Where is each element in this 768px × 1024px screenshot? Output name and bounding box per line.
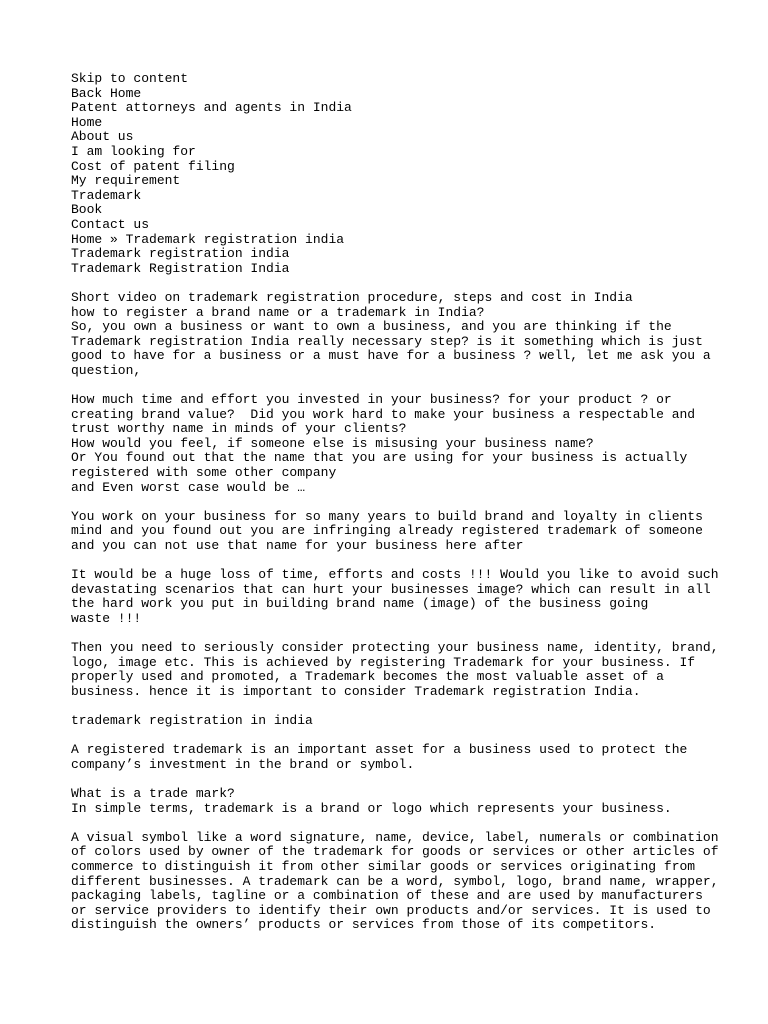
paragraph-line: of colors used by owner of the trademark for goods or services or other articles of: [71, 844, 719, 860]
menu-item-my-requirement[interactable]: My requirement: [71, 173, 181, 189]
paragraph-asset: [71, 743, 711, 772]
paragraph-line: or service providers to identify their own products and/or services. It is used to: [71, 902, 711, 918]
paragraph-line: good to have for a business or a must have for a business ? well, let me ask you a: [71, 348, 711, 364]
paragraph-infringing: [71, 510, 711, 554]
site-title-link[interactable]: Patent attorneys and agents in India: [71, 100, 352, 116]
paragraph-line: properly used and promoted, a Trademark becomes the most valuable asset of a: [71, 669, 664, 685]
paragraph-line: and Even worst case would be …: [71, 479, 306, 495]
menu-item-i-am-looking-for[interactable]: I am looking for: [71, 143, 196, 159]
menu-item-about-us[interactable]: About us: [71, 129, 134, 145]
paragraph-line: A visual symbol like a word signature, name, device, label, numerals or combination: [71, 829, 719, 845]
menu-item-contact-us[interactable]: Contact us: [71, 216, 150, 232]
paragraph-line: question,: [71, 362, 142, 378]
paragraph-line: What is a trade mark?: [71, 786, 235, 802]
paragraph-line: You work on your business for so many years to build brand and loyalty in clients: [71, 508, 703, 524]
paragraph-line: Short video on trademark registration procedure, steps and cost in India: [71, 289, 633, 305]
paragraph-line: Or You found out that the name that you are using for your business is actually: [71, 450, 688, 466]
paragraph-visual-symbol: [71, 829, 719, 933]
paragraph-line: different businesses. A trademark can be a word, symbol, logo, brand name, wrapper,: [71, 873, 719, 889]
paragraph-line: how to register a brand name or a trademark in India?: [71, 304, 485, 320]
entry-title: Trademark Registration India: [71, 260, 290, 276]
paragraph-line: commerce to distinguish it from other similar goods or services originating from: [71, 859, 696, 875]
paragraph-questions: [71, 393, 711, 495]
paragraph-what-is: [71, 787, 711, 816]
paragraph-line: company’s investment in the brand or symbol.: [71, 756, 415, 772]
menu-item-home[interactable]: Home: [71, 114, 103, 130]
page-content: [71, 71, 719, 948]
paragraph-intro: [71, 291, 711, 379]
back-home-link[interactable]: Back Home: [71, 85, 142, 101]
paragraph-line: In simple terms, trademark is a brand or logo which represents your business.: [71, 800, 672, 816]
paragraph-line: logo, image etc. This is achieved by registering Trademark for your business. If: [71, 654, 696, 670]
menu-item-book[interactable]: Book: [71, 202, 103, 218]
paragraph-loss: [71, 567, 719, 626]
paragraph-line: packaging labels, tagline or a combination of these and are used by manufacturers: [71, 888, 703, 904]
paragraph-line: registered with some other company: [71, 465, 337, 481]
page-title: Trademark registration india: [71, 246, 290, 262]
breadcrumb[interactable]: Home » Trademark registration india: [71, 231, 345, 247]
paragraph-line: So, you own a business or want to own a business, and you are thinking if the: [71, 319, 672, 335]
paragraph-line: distinguish the owners’ products or services from those of its competitors.: [71, 917, 657, 933]
paragraph-line: How would you feel, if someone else is misusing your business name?: [71, 435, 594, 451]
paragraph-line: trust worthy name in minds of your clients?: [71, 421, 407, 437]
menu-item-trademark[interactable]: Trademark: [71, 187, 142, 203]
paragraph-line: mind and you found out you are infringing already registered trademark of someone: [71, 523, 703, 539]
paragraph-line: Then you need to seriously consider protecting your business name, identity, brand,: [71, 640, 719, 656]
spacer: [71, 276, 711, 291]
paragraph-line: It would be a huge loss of time, efforts and costs !!! Would you like to avoid such: [71, 567, 719, 583]
paragraph-line: the hard work you put in building brand name (image) of the business going: [71, 596, 649, 612]
paragraph-line: devastating scenarios that can hurt your businesses image? which can result in all: [71, 581, 711, 597]
skip-to-content-link[interactable]: Skip to content: [71, 71, 189, 86]
paragraph-line: business. hence it is important to consider Trademark registration India.: [71, 683, 641, 699]
section-subheading: [71, 714, 711, 729]
paragraph-line: creating brand value? Did you work hard to make your business a respectable and: [71, 406, 696, 422]
header-nav: [71, 72, 711, 233]
paragraph-line: and you can not use that name for your business here after: [71, 538, 524, 553]
paragraph-line: waste !!!: [71, 610, 142, 626]
menu-item-cost-of-patent-filing[interactable]: Cost of patent filing: [71, 158, 235, 174]
paragraph-protect: [71, 640, 719, 699]
subheading-text: trademark registration in india: [71, 713, 313, 729]
paragraph-line: Trademark registration India really necessary step? is it something which is just: [71, 333, 703, 349]
paragraph-line: A registered trademark is an important asset for a business used to protect the: [71, 742, 688, 758]
paragraph-line: How much time and effort you invested in your business? for your product ? or: [71, 392, 672, 408]
